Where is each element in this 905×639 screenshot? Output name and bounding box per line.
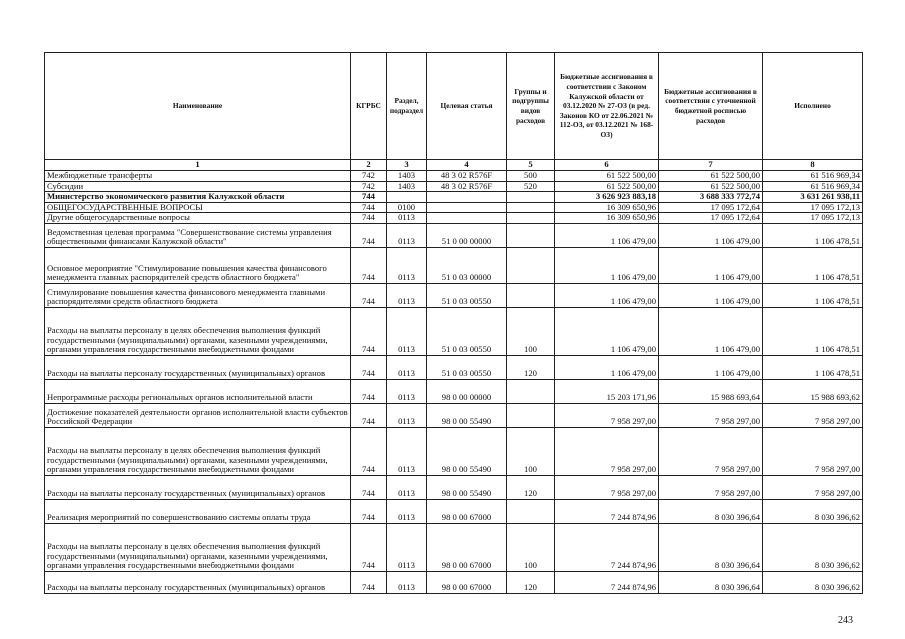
row-kgrbs-cell: 744 xyxy=(351,571,387,593)
row-list-amount-cell: 8 030 396,64 xyxy=(659,523,763,571)
row-name-cell: Расходы на выплаты персоналу в целях обеспечения выполнения функций государственными (муниципальными) органами, казенными учреждениями, органами управления государственными внебюджетными фондами xyxy=(45,307,351,355)
row-razdel-cell: 0113 xyxy=(387,355,427,379)
row-target-cell xyxy=(427,202,507,213)
row-list-amount-cell: 1 106 479,00 xyxy=(659,283,763,307)
row-kgrbs-cell: 744 xyxy=(351,427,387,475)
row-group-cell xyxy=(507,283,555,307)
row-kgrbs-cell: 744 xyxy=(351,499,387,523)
row-target-cell: 51 0 03 00000 xyxy=(427,247,507,283)
row-razdel-cell: 0113 xyxy=(387,307,427,355)
row-executed-amount-cell: 8 030 396,62 xyxy=(763,499,863,523)
row-executed-amount-cell: 17 095 172,13 xyxy=(763,213,863,224)
row-law-amount-cell: 61 522 500,00 xyxy=(555,181,659,192)
row-list-amount-cell: 3 688 333 772,74 xyxy=(659,192,763,203)
row-name-cell: Министерство экономического развития Калужской области xyxy=(45,192,351,203)
row-executed-amount-cell: 8 030 396,62 xyxy=(763,523,863,571)
row-law-amount-cell: 1 106 479,00 xyxy=(555,283,659,307)
row-name-cell: Субсидии xyxy=(45,181,351,192)
row-law-amount-cell: 16 309 650,96 xyxy=(555,213,659,224)
row-kgrbs-cell: 744 xyxy=(351,192,387,203)
row-target-cell: 98 0 00 55490 xyxy=(427,427,507,475)
header-budget-law: Бюджетные ассигнования в соответствии с Законом Калужской области от 03.12.2020 № 27-ОЗ (в ред. Законов КО от 22.06.2021 № 112-ОЗ, от 03.12.2021 № 168-ОЗ) xyxy=(555,53,659,160)
row-kgrbs-cell: 744 xyxy=(351,202,387,213)
row-list-amount-cell: 61 522 500,00 xyxy=(659,171,763,182)
row-kgrbs-cell: 744 xyxy=(351,355,387,379)
row-law-amount-cell: 15 203 171,96 xyxy=(555,379,659,403)
row-executed-amount-cell: 3 631 261 938,11 xyxy=(763,192,863,203)
table-row xyxy=(45,475,863,499)
row-name-cell: Ведомственная целевая программа "Совершенствование системы управления общественными финансами Калужской области" xyxy=(45,223,351,247)
row-name-cell: Стимулирование повышения качества финансового менеджмента главными распорядителями средств областного бюджета xyxy=(45,283,351,307)
row-list-amount-cell: 61 522 500,00 xyxy=(659,181,763,192)
row-executed-amount-cell: 61 516 969,34 xyxy=(763,181,863,192)
table-row xyxy=(45,192,863,203)
row-razdel-cell: 1403 xyxy=(387,171,427,182)
row-name-cell: Реализация мероприятий по совершенствованию системы оплаты труда xyxy=(45,499,351,523)
column-number: 8 xyxy=(763,160,863,171)
row-executed-amount-cell: 1 106 478,51 xyxy=(763,307,863,355)
row-target-cell: 98 0 00 67000 xyxy=(427,523,507,571)
header-groups: Группы и подгруппы видов расходов xyxy=(507,53,555,160)
column-number: 1 xyxy=(45,160,351,171)
row-law-amount-cell: 7 958 297,00 xyxy=(555,475,659,499)
header-executed: Исполнено xyxy=(763,53,863,160)
row-target-cell: 98 0 00 55490 xyxy=(427,403,507,427)
row-list-amount-cell: 7 958 297,00 xyxy=(659,403,763,427)
row-target-cell: 48 3 02 R576F xyxy=(427,171,507,182)
table-row xyxy=(45,427,863,475)
row-target-cell: 98 0 00 67000 xyxy=(427,571,507,593)
row-group-cell: 520 xyxy=(507,181,555,192)
row-list-amount-cell: 8 030 396,64 xyxy=(659,499,763,523)
row-executed-amount-cell: 17 095 172,13 xyxy=(763,202,863,213)
header-budget-list: Бюджетные ассигнования в соответствии с уточненной бюджетной росписью расходов xyxy=(659,53,763,160)
row-list-amount-cell: 15 988 693,64 xyxy=(659,379,763,403)
row-target-cell xyxy=(427,213,507,224)
row-group-cell xyxy=(507,202,555,213)
row-target-cell: 51 0 03 00550 xyxy=(427,307,507,355)
row-law-amount-cell: 1 106 479,00 xyxy=(555,355,659,379)
row-law-amount-cell: 16 309 650,96 xyxy=(555,202,659,213)
row-target-cell xyxy=(427,192,507,203)
row-razdel-cell: 0113 xyxy=(387,523,427,571)
table-row xyxy=(45,283,863,307)
row-razdel-cell xyxy=(387,192,427,203)
table-row xyxy=(45,499,863,523)
header-target: Целевая статья xyxy=(427,53,507,160)
row-razdel-cell: 1403 xyxy=(387,181,427,192)
column-number: 3 xyxy=(387,160,427,171)
row-kgrbs-cell: 744 xyxy=(351,307,387,355)
column-number: 4 xyxy=(427,160,507,171)
row-kgrbs-cell: 744 xyxy=(351,379,387,403)
row-razdel-cell: 0113 xyxy=(387,223,427,247)
row-group-cell xyxy=(507,499,555,523)
table-row xyxy=(45,571,863,593)
row-group-cell xyxy=(507,379,555,403)
row-kgrbs-cell: 744 xyxy=(351,475,387,499)
row-executed-amount-cell: 1 106 478,51 xyxy=(763,223,863,247)
row-group-cell xyxy=(507,247,555,283)
table-row xyxy=(45,213,863,224)
row-law-amount-cell: 7 244 874,96 xyxy=(555,523,659,571)
row-kgrbs-cell: 742 xyxy=(351,171,387,182)
row-name-cell: Расходы на выплаты персоналу в целях обеспечения выполнения функций государственными (муниципальными) органами, казенными учреждениями, органами управления государственными внебюджетными фондами xyxy=(45,523,351,571)
row-kgrbs-cell: 744 xyxy=(351,403,387,427)
row-name-cell: Расходы на выплаты персоналу государственных (муниципальных) органов xyxy=(45,355,351,379)
row-razdel-cell: 0113 xyxy=(387,247,427,283)
row-razdel-cell: 0113 xyxy=(387,475,427,499)
row-razdel-cell: 0113 xyxy=(387,213,427,224)
column-number-row xyxy=(45,160,863,171)
row-executed-amount-cell: 1 106 478,51 xyxy=(763,355,863,379)
row-executed-amount-cell: 15 988 693,62 xyxy=(763,379,863,403)
row-target-cell: 51 0 03 00550 xyxy=(427,355,507,379)
row-razdel-cell: 0113 xyxy=(387,403,427,427)
row-law-amount-cell: 7 244 874,96 xyxy=(555,499,659,523)
table-row xyxy=(45,223,863,247)
row-kgrbs-cell: 742 xyxy=(351,181,387,192)
row-list-amount-cell: 1 106 479,00 xyxy=(659,355,763,379)
row-group-cell: 120 xyxy=(507,475,555,499)
row-executed-amount-cell: 7 958 297,00 xyxy=(763,403,863,427)
row-name-cell: ОБЩЕГОСУДАРСТВЕННЫЕ ВОПРОСЫ xyxy=(45,202,351,213)
table-row xyxy=(45,247,863,283)
row-list-amount-cell: 1 106 479,00 xyxy=(659,307,763,355)
row-razdel-cell: 0113 xyxy=(387,379,427,403)
row-law-amount-cell: 1 106 479,00 xyxy=(555,247,659,283)
table-row xyxy=(45,523,863,571)
row-group-cell: 500 xyxy=(507,171,555,182)
header-kgrbs: КГРБС xyxy=(351,53,387,160)
row-executed-amount-cell: 61 516 969,34 xyxy=(763,171,863,182)
row-kgrbs-cell: 744 xyxy=(351,247,387,283)
table-row xyxy=(45,355,863,379)
row-target-cell: 48 3 02 R576F xyxy=(427,181,507,192)
row-target-cell: 51 0 03 00550 xyxy=(427,283,507,307)
row-kgrbs-cell: 744 xyxy=(351,523,387,571)
row-law-amount-cell: 7 958 297,00 xyxy=(555,403,659,427)
row-name-cell: Достижение показателей деятельности органов исполнительной власти субъектов Российской Федерации xyxy=(45,403,351,427)
row-group-cell xyxy=(507,403,555,427)
row-group-cell: 120 xyxy=(507,571,555,593)
row-list-amount-cell: 8 030 396,64 xyxy=(659,571,763,593)
row-law-amount-cell: 61 522 500,00 xyxy=(555,171,659,182)
column-number: 7 xyxy=(659,160,763,171)
row-executed-amount-cell: 8 030 396,62 xyxy=(763,571,863,593)
row-executed-amount-cell: 1 106 478,51 xyxy=(763,247,863,283)
row-law-amount-cell: 1 106 479,00 xyxy=(555,223,659,247)
table-row xyxy=(45,379,863,403)
row-executed-amount-cell: 1 106 478,51 xyxy=(763,283,863,307)
row-name-cell: Расходы на выплаты персоналу в целях обеспечения выполнения функций государственными (муниципальными) органами, казенными учреждениями, органами управления государственными внебюджетными фондами xyxy=(45,427,351,475)
row-target-cell: 98 0 00 67000 xyxy=(427,499,507,523)
row-law-amount-cell: 7 958 297,00 xyxy=(555,427,659,475)
header-razdel: Раздел, подраздел xyxy=(387,53,427,160)
column-number: 6 xyxy=(555,160,659,171)
row-name-cell: Непрограммные расходы региональных органов исполнительной власти xyxy=(45,379,351,403)
column-number: 5 xyxy=(507,160,555,171)
row-name-cell: Межбюджетные трансферты xyxy=(45,171,351,182)
row-group-cell: 100 xyxy=(507,427,555,475)
row-kgrbs-cell: 744 xyxy=(351,223,387,247)
row-executed-amount-cell: 7 958 297,00 xyxy=(763,475,863,499)
row-name-cell: Другие общегосударственные вопросы xyxy=(45,213,351,224)
page-number: 243 xyxy=(838,615,853,626)
row-kgrbs-cell: 744 xyxy=(351,283,387,307)
row-razdel-cell: 0113 xyxy=(387,571,427,593)
row-list-amount-cell: 17 095 172,64 xyxy=(659,202,763,213)
row-list-amount-cell: 17 095 172,64 xyxy=(659,213,763,224)
row-group-cell: 100 xyxy=(507,307,555,355)
row-name-cell: Расходы на выплаты персоналу государственных (муниципальных) органов xyxy=(45,475,351,499)
row-group-cell: 100 xyxy=(507,523,555,571)
row-executed-amount-cell: 7 958 297,00 xyxy=(763,427,863,475)
row-razdel-cell: 0113 xyxy=(387,499,427,523)
row-list-amount-cell: 1 106 479,00 xyxy=(659,247,763,283)
row-razdel-cell: 0100 xyxy=(387,202,427,213)
row-list-amount-cell: 7 958 297,00 xyxy=(659,427,763,475)
row-group-cell: 120 xyxy=(507,355,555,379)
table-body xyxy=(45,171,863,594)
table-row xyxy=(45,202,863,213)
row-list-amount-cell: 1 106 479,00 xyxy=(659,223,763,247)
row-target-cell: 98 0 00 00000 xyxy=(427,379,507,403)
row-razdel-cell: 0113 xyxy=(387,427,427,475)
column-number: 2 xyxy=(351,160,387,171)
row-name-cell: Расходы на выплаты персоналу государственных (муниципальных) органов xyxy=(45,571,351,593)
row-list-amount-cell: 7 958 297,00 xyxy=(659,475,763,499)
table-row xyxy=(45,171,863,182)
row-group-cell xyxy=(507,192,555,203)
header-row xyxy=(45,53,863,160)
table-row xyxy=(45,181,863,192)
budget-table xyxy=(44,52,863,594)
row-name-cell: Основное мероприятие "Стимулирование повышения качества финансового менеджмента главных распорядителей средств областного бюджета" xyxy=(45,247,351,283)
row-law-amount-cell: 1 106 479,00 xyxy=(555,307,659,355)
row-razdel-cell: 0113 xyxy=(387,283,427,307)
table-row xyxy=(45,307,863,355)
row-group-cell xyxy=(507,213,555,224)
header-name: Наименование xyxy=(45,53,351,160)
row-target-cell: 98 0 00 55490 xyxy=(427,475,507,499)
row-law-amount-cell: 7 244 874,96 xyxy=(555,571,659,593)
row-law-amount-cell: 3 626 923 883,18 xyxy=(555,192,659,203)
row-group-cell xyxy=(507,223,555,247)
row-target-cell: 51 0 00 00000 xyxy=(427,223,507,247)
table-row xyxy=(45,403,863,427)
row-kgrbs-cell: 744 xyxy=(351,213,387,224)
